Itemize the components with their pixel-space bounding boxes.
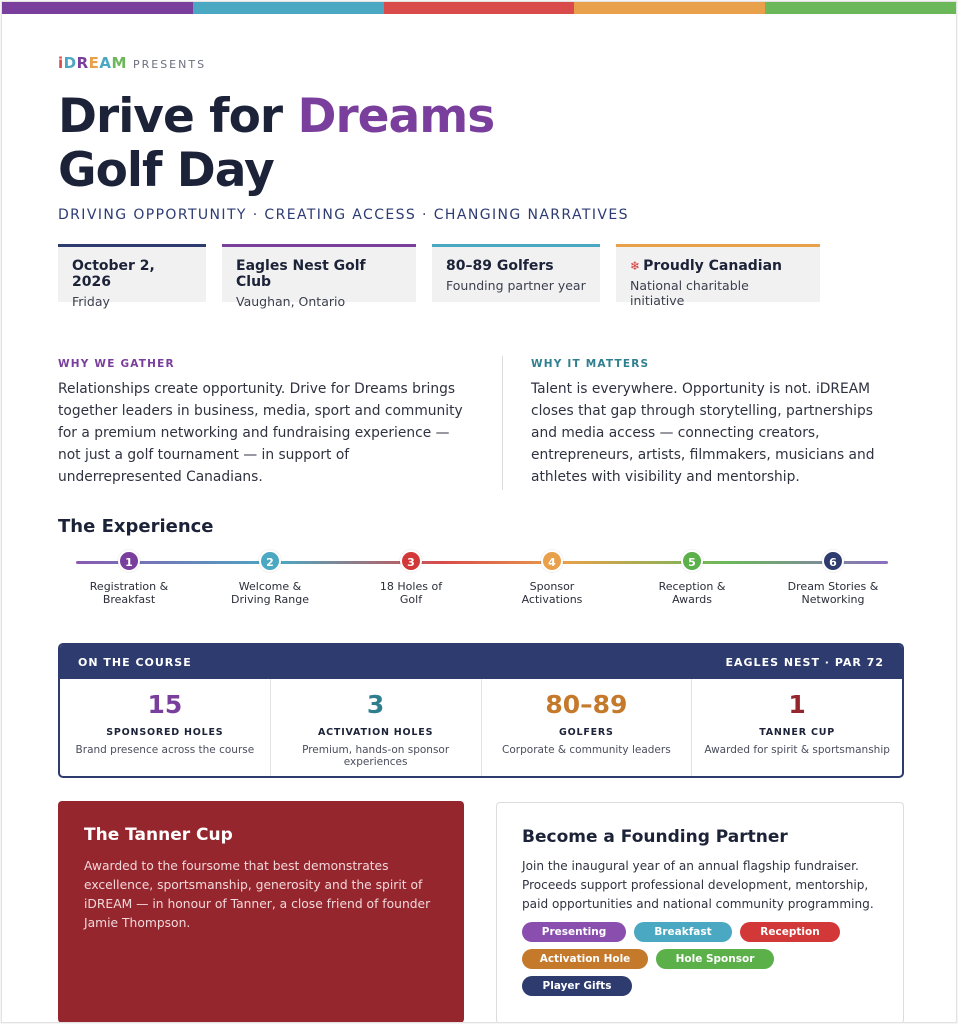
course-stat bbox=[60, 679, 271, 776]
step-label: Dream Stories & Networking bbox=[787, 580, 879, 606]
maple-leaf-icon: ❄ bbox=[630, 259, 641, 273]
logo-letter: M bbox=[111, 54, 127, 72]
timeline-step bbox=[210, 550, 330, 606]
partner-body: Join the inaugural year of an annual flagship fundraiser. Proceeds support professional development, mentorship, paid opportunities and national community programming. bbox=[522, 859, 874, 911]
stripe-segment bbox=[193, 2, 384, 14]
stat-label: ACTIVATION HOLES bbox=[318, 727, 434, 738]
stat-label: SPONSORED HOLES bbox=[106, 727, 224, 738]
sponsorship-pill[interactable]: Presenting bbox=[522, 922, 626, 942]
founding-partner-panel bbox=[496, 802, 904, 1023]
stat-num: 3 bbox=[366, 690, 385, 719]
info-card-title-text: 80–89 Golfers bbox=[446, 258, 554, 274]
timeline-line bbox=[76, 561, 888, 564]
info-card bbox=[432, 244, 600, 302]
logo-letter: A bbox=[99, 54, 112, 72]
stat-label: TANNER CUP bbox=[759, 727, 835, 738]
title-line2: Golf Day bbox=[58, 143, 274, 198]
logo-letter: D bbox=[63, 54, 77, 72]
flyer-page bbox=[1, 1, 957, 1023]
timeline-step bbox=[351, 550, 471, 606]
stat-num: 1 bbox=[788, 690, 806, 719]
stripe-segment bbox=[765, 2, 956, 14]
timeline-step bbox=[632, 550, 752, 606]
step-number-badge: 5 bbox=[681, 550, 703, 572]
sponsorship-pill[interactable]: Reception bbox=[740, 922, 840, 942]
step-label: Reception & Awards bbox=[658, 580, 726, 606]
step-label: 18 Holes of Golf bbox=[379, 580, 443, 606]
info-card-title bbox=[72, 258, 192, 290]
step-number-badge: 1 bbox=[118, 550, 140, 572]
step-number-badge: 4 bbox=[541, 550, 563, 572]
info-card-title bbox=[446, 258, 586, 274]
tagline: DRIVING OPPORTUNITY · CREATING ACCESS · CHANGING NARRATIVES bbox=[58, 207, 629, 223]
step-label: Welcome & Driving Range bbox=[231, 580, 309, 606]
experience-title: The Experience bbox=[58, 516, 214, 537]
info-card bbox=[222, 244, 416, 309]
logo-letter: R bbox=[76, 54, 89, 72]
course-header bbox=[60, 645, 902, 679]
why-matters-body: Talent is everywhere. Opportunity is not. iDREAM closes that gap through storytelling, partnerships and media access — connecting creators, entrepreneurs, artists, filmmakers, musicians and athletes with visibility and mentorship. bbox=[531, 381, 875, 485]
info-card-subtitle: Founding partner year bbox=[446, 278, 586, 293]
info-card bbox=[58, 244, 206, 309]
step-label: Registration & Breakfast bbox=[89, 580, 169, 606]
course-header-left: ON THE COURSE bbox=[78, 655, 192, 669]
stripe-segment bbox=[2, 2, 193, 14]
info-card-title-text: Eagles Nest Golf Club bbox=[236, 258, 366, 290]
info-card-subtitle: Friday bbox=[72, 294, 110, 309]
course-stat bbox=[482, 679, 693, 776]
stat-num: 15 bbox=[147, 690, 183, 719]
course-stat bbox=[692, 679, 902, 776]
page-title bbox=[58, 90, 494, 198]
sponsorship-pill[interactable]: Hole Sponsor bbox=[656, 949, 774, 969]
info-card-title-text: Proudly Canadian bbox=[643, 258, 783, 274]
why-gather-body: Relationships create opportunity. Drive for Dreams brings together leaders in business, media, sport and community for a premium networking and fundraising experience — not just a golf tournament — in support of underrepresented Canadians. bbox=[58, 381, 463, 485]
step-number-badge: 2 bbox=[259, 550, 281, 572]
tanner-cup-panel bbox=[58, 801, 464, 1023]
sponsorship-pill[interactable]: Breakfast bbox=[634, 922, 732, 942]
stat-desc: Brand presence across the course bbox=[75, 744, 255, 756]
partner-title: Become a Founding Partner bbox=[522, 827, 788, 847]
stripe-segment bbox=[574, 2, 765, 14]
on-the-course-panel bbox=[58, 643, 904, 778]
stat-label: GOLFERS bbox=[559, 727, 614, 738]
stat-desc: Awarded for spirit & sportsmanship bbox=[704, 744, 890, 756]
step-number-badge: 3 bbox=[400, 550, 422, 572]
title-part1: Drive for bbox=[58, 89, 298, 144]
info-card-subtitle: National charitable initiative bbox=[630, 278, 749, 308]
info-card bbox=[616, 244, 820, 308]
step-label: Sponsor Activations bbox=[521, 580, 583, 606]
course-stats bbox=[60, 679, 902, 776]
info-card-title bbox=[236, 258, 402, 290]
info-card-subtitle: Vaughan, Ontario bbox=[236, 294, 346, 309]
tanner-body: Awarded to the foursome that best demonstrates excellence, sportsmanship, generosity and the spirit of iDREAM — in honour of Tanner, a close friend of founder Jamie Thompson. bbox=[84, 859, 431, 930]
column-divider bbox=[502, 356, 503, 490]
presents-label: PRESENTS bbox=[132, 58, 207, 71]
logo-letter: E bbox=[88, 54, 100, 72]
info-card-title-text: October 2, 2026 bbox=[72, 258, 155, 290]
why-matters-heading: WHY IT MATTERS bbox=[531, 358, 650, 370]
why-we-gather bbox=[58, 358, 468, 488]
timeline-step bbox=[773, 550, 893, 606]
timeline-step bbox=[492, 550, 612, 606]
stat-desc: Corporate & community leaders bbox=[502, 744, 671, 756]
sponsorship-pills bbox=[522, 922, 862, 996]
info-cards bbox=[58, 244, 820, 309]
stripe-segment bbox=[384, 2, 575, 14]
brand-header bbox=[58, 54, 206, 72]
stat-num: 80–89 bbox=[545, 690, 628, 719]
stat-desc: Premium, hands-on sponsor experiences bbox=[302, 744, 450, 768]
sponsorship-pill[interactable]: Player Gifts bbox=[522, 976, 632, 996]
why-it-matters bbox=[531, 358, 903, 488]
tanner-title: The Tanner Cup bbox=[84, 825, 233, 845]
step-number-badge: 6 bbox=[822, 550, 844, 572]
timeline-step bbox=[69, 550, 189, 606]
idream-logo bbox=[58, 54, 127, 72]
color-stripe bbox=[2, 2, 956, 14]
sponsorship-pill[interactable]: Activation Hole bbox=[522, 949, 648, 969]
logo-letter: i bbox=[58, 54, 64, 72]
why-gather-heading: WHY WE GATHER bbox=[58, 358, 175, 370]
title-accent: Dreams bbox=[297, 89, 495, 144]
course-stat bbox=[271, 679, 482, 776]
course-header-right: EAGLES NEST · PAR 72 bbox=[725, 655, 884, 669]
info-card-title bbox=[630, 258, 806, 274]
